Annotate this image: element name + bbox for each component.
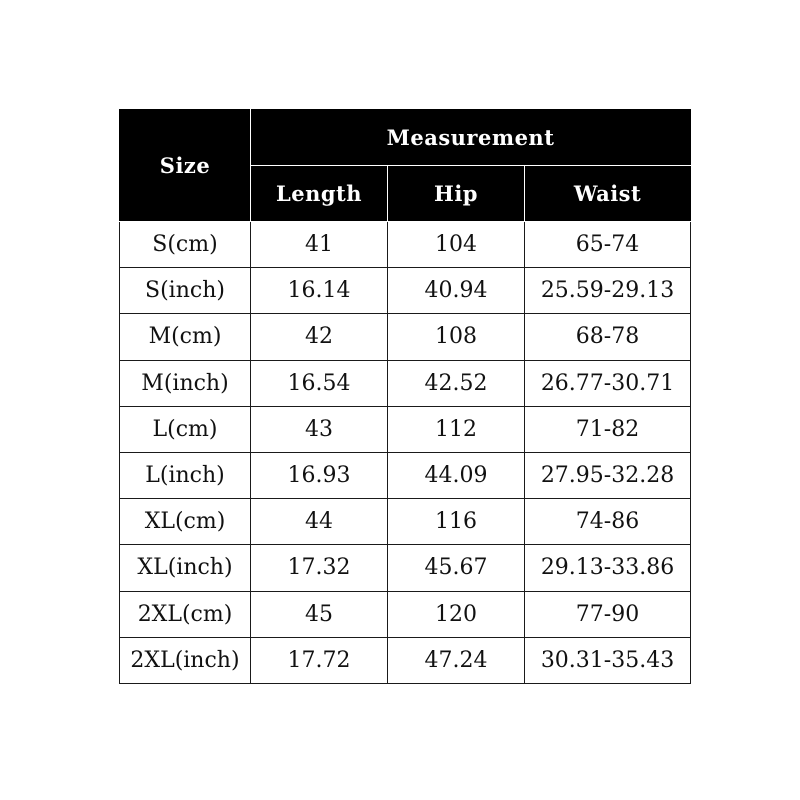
table-header [120,110,691,222]
cell-hip: 40.94 [388,268,525,314]
cell-length: 16.93 [251,452,388,498]
table-row [120,360,691,406]
cell-size: 2XL(inch) [120,637,251,683]
cell-length: 41 [251,222,388,268]
cell-length: 43 [251,406,388,452]
cell-waist: 65-74 [525,222,691,268]
cell-waist: 26.77-30.71 [525,360,691,406]
table-row [120,545,691,591]
cell-waist: 30.31-35.43 [525,637,691,683]
cell-size: XL(cm) [120,499,251,545]
header-size: Size [120,110,251,222]
cell-hip: 44.09 [388,452,525,498]
cell-hip: 42.52 [388,360,525,406]
table-body [120,222,691,684]
header-row-top [120,110,691,166]
table-row [120,452,691,498]
header-length: Length [251,166,388,222]
cell-hip: 116 [388,499,525,545]
cell-size: M(inch) [120,360,251,406]
table-row [120,591,691,637]
cell-hip: 112 [388,406,525,452]
cell-length: 16.14 [251,268,388,314]
cell-size: S(cm) [120,222,251,268]
header-hip: Hip [388,166,525,222]
cell-hip: 104 [388,222,525,268]
cell-length: 45 [251,591,388,637]
cell-length: 42 [251,314,388,360]
cell-hip: 45.67 [388,545,525,591]
cell-length: 16.54 [251,360,388,406]
table-row [120,406,691,452]
cell-hip: 108 [388,314,525,360]
header-waist: Waist [525,166,691,222]
cell-hip: 120 [388,591,525,637]
cell-waist: 77-90 [525,591,691,637]
cell-size: S(inch) [120,268,251,314]
cell-waist: 71-82 [525,406,691,452]
size-chart-table [119,109,691,684]
table-row [120,499,691,545]
cell-waist: 27.95-32.28 [525,452,691,498]
cell-size: L(inch) [120,452,251,498]
header-measurement: Measurement [251,110,691,166]
cell-waist: 29.13-33.86 [525,545,691,591]
cell-length: 17.72 [251,637,388,683]
cell-waist: 68-78 [525,314,691,360]
cell-hip: 47.24 [388,637,525,683]
cell-size: XL(inch) [120,545,251,591]
cell-length: 44 [251,499,388,545]
cell-size: 2XL(cm) [120,591,251,637]
cell-size: L(cm) [120,406,251,452]
cell-size: M(cm) [120,314,251,360]
cell-waist: 74-86 [525,499,691,545]
table-row [120,268,691,314]
table-row [120,222,691,268]
cell-length: 17.32 [251,545,388,591]
table-row [120,314,691,360]
cell-waist: 25.59-29.13 [525,268,691,314]
table-row [120,637,691,683]
